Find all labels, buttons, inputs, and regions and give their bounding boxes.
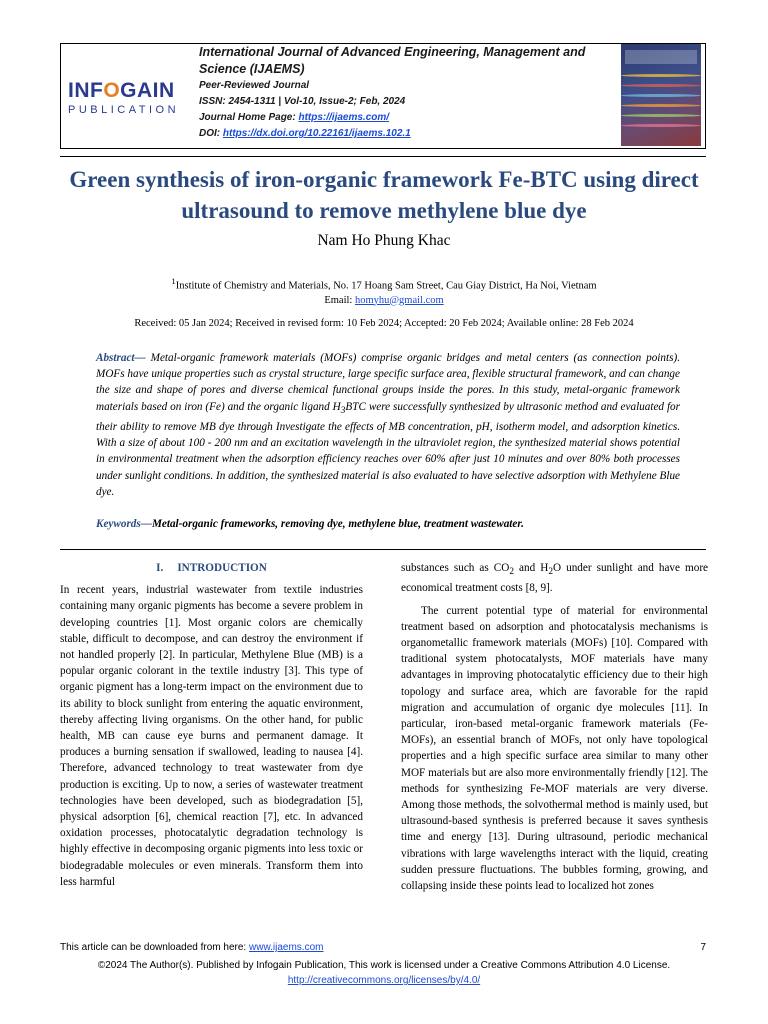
- footer-download: This article can be downloaded from here: www.ijaems.com: [60, 942, 324, 953]
- left-column: [60, 560, 363, 890]
- affiliation-superscript: 1: [171, 276, 176, 286]
- author-name: Nam Ho Phung Khac: [317, 232, 451, 249]
- peer-reviewed-label: Peer-Reviewed Journal: [199, 80, 310, 91]
- infogain-logo: [68, 80, 186, 117]
- footer-license: [0, 958, 768, 988]
- affiliation-block: $^1$Institute of Chemistry and Materials, No. 17 Hoang Sam Street, Cau Giay District, Ha Noi, Vietnam Email: homyhu@gmail.com: [171, 276, 597, 306]
- download-link[interactable]: www.ijaems.com: [249, 942, 324, 953]
- page-number: 7: [700, 942, 706, 953]
- header-divider: [60, 156, 706, 157]
- keywords-label: Keywords—: [96, 518, 152, 530]
- intro-paragraph-3: The current potential type of material for environmental treatment based on adsorption and photocatalysis mechanisms is organometallic framework materials (MOFs) [10]. Compared with traditional system photocatalysts, MOF materials have many advantages in improving photocatalytic efficiency due to their high topology and surface area, which are favorable for the rapid migration and accumulation of organic dye molecules [11]. In particular, iron-based metal-organic framework materials (Fe-MOFs), an essential branch of MOFs, not only have topological properties and a high specific surface area similar to many other MOF materials but are also more environmentally friendly [12]. The methods for synthesizing Fe-MOF materials are very diverse. Among those methods, the solvothermal method is mainly used, but ultrasound-based synthesis is preferred because it saves synthesis time and energy [13]. During ultrasound, periodic mechanical vibrations with large wavelengths interact with the liquid, creating sudden pressure fluctuations. The bubbles forming, growing, and collapsing inside these points lead to localized hot zones: [401, 604, 708, 893]
- affiliation: Institute of Chemistry and Materials, No. 17 Hoang Sam Street, Cau Giay District, Ha Noi, Vietnam: [175, 280, 597, 292]
- abstract-label: Abstract—: [96, 352, 146, 364]
- logo-wordmark: INFOGAIN: [68, 79, 175, 102]
- abstract: Abstract— Metal-organic framework materials (MOFs) comprise organic bridges and metal centers (as connection points). MOFs have unique properties such as crystal structure, large specific surface area, flexible structural framework, and can change the size and shape of pores and diverse chemical functional groups inside the pores. In this study, metal-organic framework materials based on iron (Fe) and the organic ligand $H_3BTC$ were successfully synthesized by ultrasonic method and evaluated for their ability to remove MB dye through Investigate the effects of MB concentration, pH, isotherm model, and adsorption kinetics. With a size of about 100 - 200 nm and an excitation wavelength in the ultraviolet region, the synthesized material shows potential in environmental treatment when the adsorption efficiency reaches over 60% after just 10 minutes and over 80% both processes under sunlight conditions. In addition, the synthesized material is also evaluated to have selective adsorption with Methylene Blue dye.: [96, 352, 680, 498]
- email-link[interactable]: homyhu@gmail.com: [354, 294, 444, 306]
- section-heading-introduction: I. INTRODUCTION: [156, 562, 267, 574]
- journal-title: International Journal of Advanced Engineering, Management and Science (IJAEMS): [199, 45, 586, 76]
- home-page-line: Journal Home Page: https://ijaems.com/: [199, 112, 390, 123]
- paper-title: Green synthesis of iron-organic framework Fe-BTC using direct ultrasound to remove methylene blue dye: [69, 167, 699, 223]
- intro-paragraph-2: substances such as $CO_2$ and $H_2O$ under sunlight and have more economical treatment costs [8, 9].: [401, 562, 709, 595]
- home-page-link[interactable]: https://ijaems.com/: [298, 112, 390, 123]
- journal-cover-image: [621, 44, 701, 146]
- license-text: ©2024 The Author(s). Published by Infogain Publication, This work is licensed under a Creative Commons Attribution 4.0 License.: [97, 960, 671, 971]
- logo-subtitle: PUBLICATION: [68, 104, 180, 116]
- right-column: [401, 560, 708, 894]
- intro-paragraph-1: In recent years, industrial wastewater from textile industries containing many organic pigments has become a severe problem in developing countries [1]. Most organic colors are chemically stable, difficult to decompose, and can destroy the environment if not handled properly [2]. In particular, Methylene Blue (MB) is a popular organic colorant in the textile industry [3]. This type of organic pigment has a long-term impact on the environment due to its ability to block sunlight from entering the aquatic environment, thereby affecting living organisms. On the other hand, for public health, MB can cause eye burns and permanent damage. It produces a burning sensation if swallowed, leading to nausea [4]. Therefore, advanced technology to treat wastewater from dye production is exciting. Up to now, a series of wastewater treatment technologies have been developed, such as biodegradation [5], physical adsorption [6], chemical reaction [7], etc. In advanced oxidation processes, photocatalytic degradation technology is highly effective in decomposing organic pigments into less toxic or biodegradable molecules or even minerals. Transform them into less harmful: [60, 584, 363, 888]
- doi-link[interactable]: https://dx.doi.org/10.22161/ijaems.102.1: [222, 128, 411, 139]
- keywords: Keywords—Metal-organic frameworks, removing dye, methylene blue, treatment wastewater.: [96, 518, 524, 530]
- abstract-divider: [60, 549, 706, 550]
- doi-line: DOI: https://dx.doi.org/10.22161/ijaems.102.1: [199, 128, 411, 139]
- license-link[interactable]: http://creativecommons.org/licenses/by/4.0/: [287, 975, 481, 986]
- journal-info: [199, 44, 609, 142]
- publication-dates: Received: 05 Jan 2024; Received in revised form: 10 Feb 2024; Accepted: 20 Feb 2024; Available online: 28 Feb 2024: [134, 318, 634, 329]
- issn-line: ISSN: 2454-1311 | Vol-10, Issue-2; Feb, 2024: [199, 96, 406, 107]
